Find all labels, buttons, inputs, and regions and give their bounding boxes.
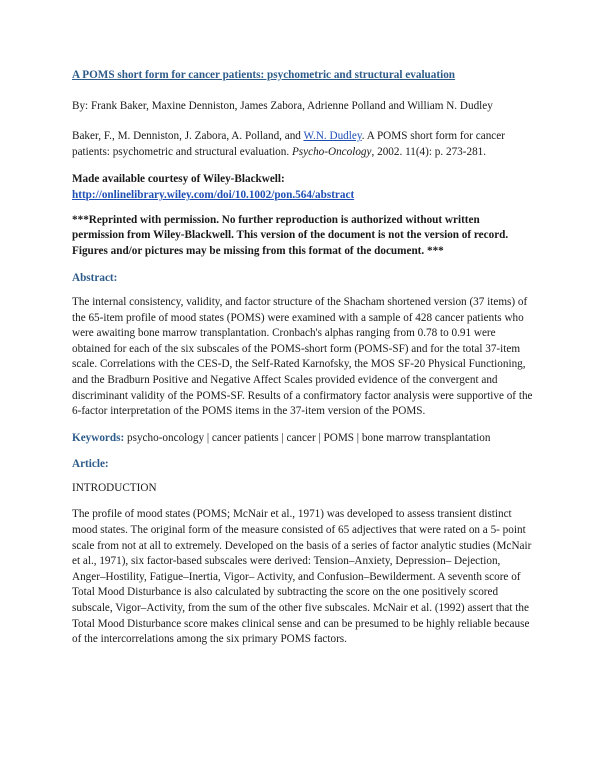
authors-line: By: Frank Baker, Maxine Denniston, James Zabora, Adrienne Polland and William N. Dudley	[72, 99, 493, 112]
keywords-line	[72, 431, 534, 447]
citation-middle: . A POMS short form for cancer patients: psychometric and structural evaluation.	[72, 130, 505, 158]
courtesy-label: Made available courtesy of Wiley-Blackwell:	[72, 173, 285, 186]
citation	[72, 129, 534, 160]
keywords-text: psycho-oncology | cancer patients | cancer | POMS | bone marrow transplantation	[124, 431, 491, 444]
abstract-body: The internal consistency, validity, and factor structure of the Shacham shortened version (37 items) of the 65-item profile of mood states (POMS) were examined with a sample of 428 cancer patients who were awaiting bone marrow transplantation. Cronbach's alphas ranging from 0.78 to 0.91 were obtained for each of the six subscales of the POMS-short form (POMS-SF) and for the total 37-item scale. Correlations with the CES-D, the Self-Rated Karnofsky, the MOS SF-20 Physical Functioning, and the Bradburn Positive and Negative Affect Scales provided evidence of the convergent and discriminant validity of the POMS-SF. Results of a confirmatory factor analysis were supportive of the 6-factor interpretation of the POMS items in the 37-item version of the POMS.	[72, 295, 533, 418]
author-link[interactable]: W.N. Dudley	[303, 130, 362, 143]
section-title-introduction: INTRODUCTION	[72, 481, 157, 494]
courtesy-url-line	[72, 188, 534, 204]
article-heading: Article:	[72, 458, 109, 471]
keywords-label: Keywords:	[72, 431, 125, 444]
citation-suffix: , 2002. 11(4): p. 273-281.	[371, 145, 487, 158]
courtesy-url-link[interactable]: http://onlinelibrary.wiley.com/doi/10.1002/pon.564/abstract	[72, 188, 355, 201]
courtesy-block	[72, 172, 534, 203]
introduction-paragraph: The profile of mood states (POMS; McNair et al., 1971) was developed to assess transient distinct mood states. The original form of the measure consisted of 65 adjectives that were rated on a 5- point scale from not at all to extremely. Developed on the basis of a series of factor analytic studies (McNair et al., 1971), six factor-based subscales were derived: Tension–Anxiety, Depression– Dejection, Anger–Hostility, Fatigue–Inertia, Vigor– Activity, and Confusion–Bewilderment. A seventh score of Total Mood Disturbance is also calculated by subtracting the score on the one positively scored subscale, Vigor–Activity, from the sum of the other five subscales. McNair et al. (1992) assert that the Total Mood Disturbance score makes clinical sense and can be presumed to be highly reliable because of the intercorrelations among the six primary POMS factors.	[72, 508, 532, 646]
reprint-notice: ***Reprinted with permission. No further reproduction is authorized without written permission from Wiley-Blackwell. This version of the document is not the version of record. Figures and/or pictures may be missing from this format of the document. ***	[72, 213, 509, 257]
journal-name: Psycho-Oncology	[291, 145, 372, 158]
citation-prefix: Baker, F., M. Denniston, J. Zabora, A. Polland, and	[72, 130, 304, 143]
document-page	[72, 68, 534, 648]
paper-title[interactable]: A POMS short form for cancer patients: psychometric and structural evaluation	[72, 69, 456, 81]
abstract-heading: Abstract:	[72, 272, 118, 285]
